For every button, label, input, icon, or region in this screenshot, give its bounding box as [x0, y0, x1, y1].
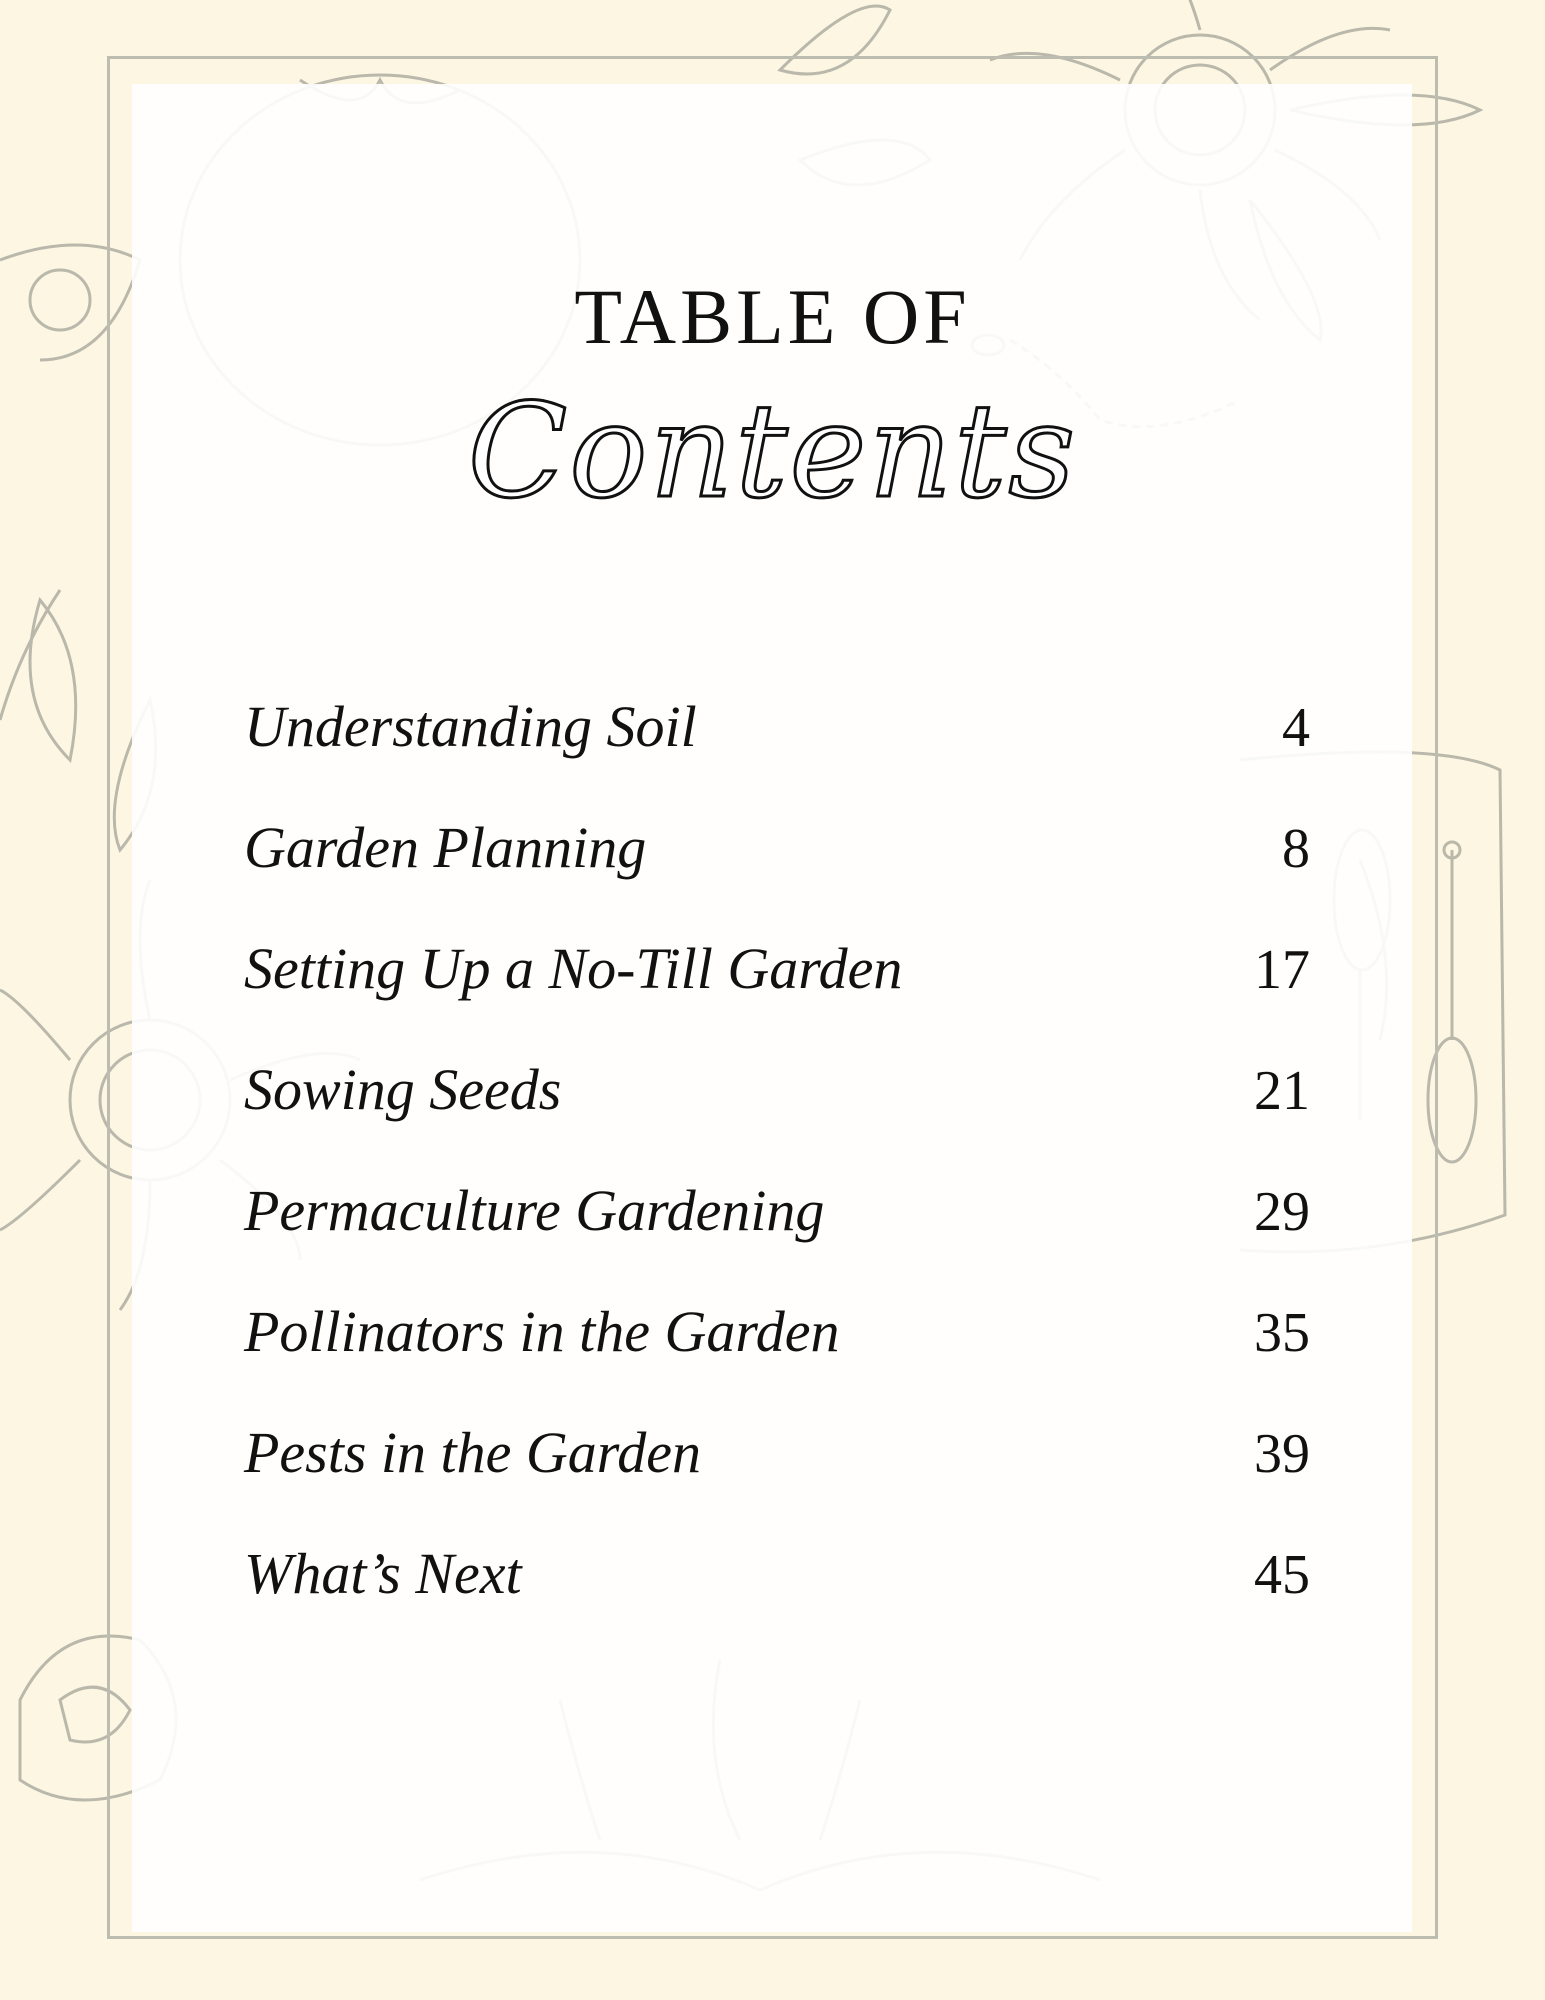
toc-entry-understanding-soil[interactable] — [244, 688, 1310, 809]
toc-entry-title: Setting Up a No-Till Garden — [244, 936, 903, 1001]
toc-entry-page: 17 — [1254, 939, 1310, 1001]
toc-entry-no-till-garden[interactable] — [244, 930, 1310, 1051]
toc-entry-title: Sowing Seeds — [244, 1057, 562, 1122]
table-of-contents — [244, 688, 1310, 1656]
toc-entry-sowing-seeds[interactable] — [244, 1051, 1310, 1172]
toc-entry-pests[interactable] — [244, 1414, 1310, 1535]
toc-entry-pollinators[interactable] — [244, 1293, 1310, 1414]
toc-entry-title: Permaculture Gardening — [244, 1178, 825, 1243]
toc-entry-page: 4 — [1282, 697, 1310, 759]
toc-entry-title: Understanding Soil — [244, 694, 697, 759]
toc-entry-page: 8 — [1282, 818, 1310, 880]
page-title-line1: TABLE OF — [574, 273, 971, 360]
toc-entry-permaculture[interactable] — [244, 1172, 1310, 1293]
toc-entry-title: Garden Planning — [244, 815, 647, 880]
toc-entry-title: Pests in the Garden — [244, 1420, 701, 1485]
toc-entry-page: 45 — [1254, 1544, 1310, 1606]
toc-entry-page: 39 — [1254, 1423, 1310, 1485]
page-title-line2: Contents — [467, 375, 1078, 527]
toc-entry-page: 35 — [1254, 1302, 1310, 1364]
toc-entry-whats-next[interactable] — [244, 1535, 1310, 1656]
toc-entry-title: What’s Next — [244, 1541, 522, 1606]
toc-entry-page: 21 — [1254, 1060, 1310, 1122]
toc-entry-title: Pollinators in the Garden — [244, 1299, 840, 1364]
toc-entry-garden-planning[interactable] — [244, 809, 1310, 930]
toc-entry-page: 29 — [1254, 1181, 1310, 1243]
